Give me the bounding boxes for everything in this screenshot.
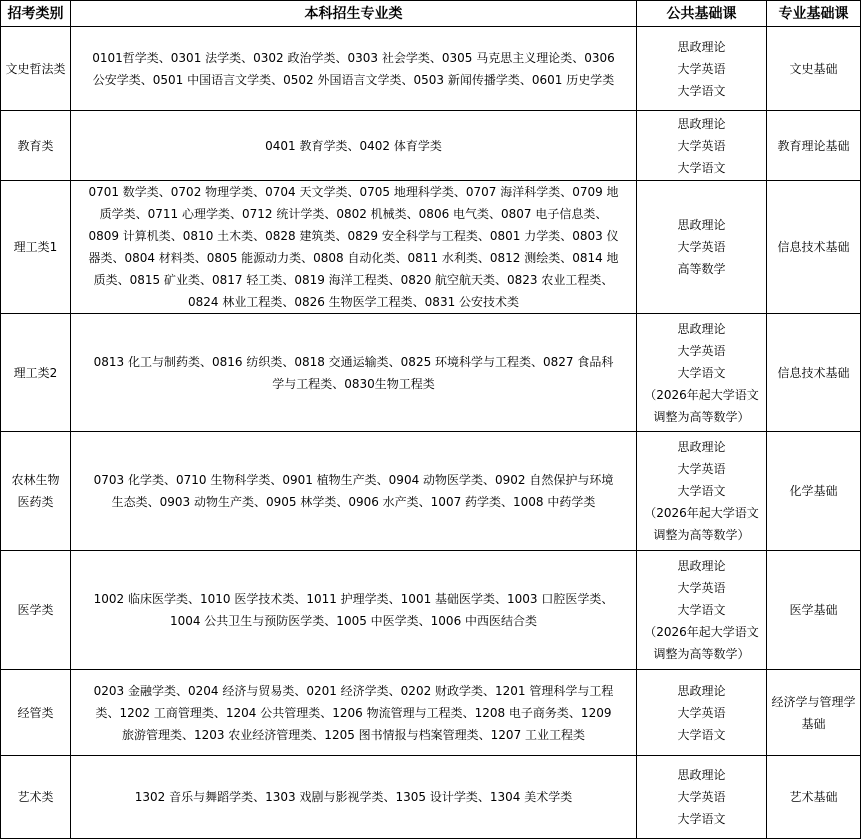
majors-cell-line: 0809 计算机类、0810 土木类、0828 建筑类、0829 安全科学与工程类、0801 力学类、0803 仪	[88, 229, 619, 243]
category-cell	[1, 181, 71, 314]
public-courses-cell-line: 大学语文	[677, 603, 726, 617]
majors-cell	[71, 551, 637, 670]
majors-cell	[71, 111, 637, 181]
public-courses-cell	[637, 27, 767, 111]
category-cell-line: 艺术类	[17, 790, 54, 804]
public-courses-cell-line: （2026年起大学语文	[644, 506, 759, 520]
majors-cell-line: 1302 音乐与舞蹈学类、1303 戏剧与影视学类、1305 设计学类、1304 美术学类	[134, 790, 573, 804]
table-row	[1, 111, 861, 181]
public-courses-cell-line: 大学语文	[677, 160, 726, 175]
majors-cell	[71, 314, 637, 432]
public-courses-cell-line: 大学英语	[677, 138, 726, 153]
majors-cell-line: 0703 化学类、0710 生物科学类、0901 植物生产类、0904 动物医学类、0902 自然保护与环境	[93, 473, 614, 487]
professional-course-cell	[767, 756, 861, 839]
public-courses-cell-line: 思政理论	[677, 116, 726, 131]
table-row	[1, 670, 861, 756]
public-courses-cell-line: 思政理论	[677, 559, 726, 573]
majors-cell-line: 质学类、0711 心理学类、0712 统计学类、0802 机械类、0806 电气类、0807 电子信息类、	[99, 207, 608, 221]
table-row	[1, 27, 861, 111]
majors-cell-line: 1004 公共卫生与预防医学类、1005 中医学类、1006 中西医结合类	[169, 614, 538, 628]
public-courses-cell-line: 思政理论	[677, 440, 726, 454]
majors-cell	[71, 670, 637, 756]
public-courses-cell	[637, 756, 767, 839]
majors-cell-line: 质类、0815 矿业类、0817 轻工类、0819 海洋工程类、0820 航空航天类、0823 农业工程类、	[93, 273, 614, 287]
majors-cell-line: 学与工程类、0830生物工程类	[272, 376, 435, 391]
table-row	[1, 432, 861, 551]
category-cell-line: 理工类2	[13, 365, 58, 380]
public-courses-cell	[637, 551, 767, 670]
professional-course-cell	[767, 27, 861, 111]
public-courses-cell	[637, 111, 767, 181]
professional-course-cell-line: 文史基础	[789, 61, 838, 76]
table-row	[1, 551, 861, 670]
category-cell	[1, 432, 71, 551]
table-row	[1, 756, 861, 839]
majors-cell-line: 器类、0804 材料类、0805 能源动力类、0808 自动化类、0811 水利类、0812 测绘类、0814 地	[88, 251, 619, 265]
majors-cell-line: 公安学类、0501 中国语言文学类、0502 外国语言文学类、0503 新闻传播学类、0601 历史学类	[92, 72, 615, 87]
public-courses-cell-line: 思政理论	[677, 768, 726, 782]
category-cell-line: 教育类	[17, 138, 54, 153]
public-courses-cell-line: 大学语文	[677, 83, 726, 98]
majors-cell-line: 0401 教育学类、0402 体育学类	[265, 138, 442, 153]
professional-course-cell-line: 化学基础	[789, 484, 838, 498]
majors-cell-line: 0824 林业工程类、0826 生物医学工程类、0831 公安技术类	[187, 295, 520, 309]
public-courses-cell-line: 大学语文	[677, 812, 726, 826]
professional-course-cell	[767, 670, 861, 756]
professional-course-cell	[767, 432, 861, 551]
majors-cell	[71, 756, 637, 839]
professional-course-cell-line: 基础	[801, 716, 826, 731]
professional-course-cell-line: 医学基础	[789, 603, 838, 617]
header-professional-course: 专业基础课	[767, 1, 861, 27]
header-public-courses: 公共基础课	[637, 1, 767, 27]
professional-course-cell	[767, 111, 861, 181]
category-cell	[1, 551, 71, 670]
public-courses-cell-line: 大学语文	[677, 484, 726, 498]
public-courses-cell	[637, 181, 767, 314]
public-courses-cell-line: 调整为高等数学）	[653, 647, 750, 661]
professional-course-cell	[767, 314, 861, 432]
majors-cell-line: 类、1202 工商管理类、1204 公共管理类、1206 物流管理与工程类、1208 电子商务类、1209	[95, 705, 612, 720]
majors-cell-line: 0813 化工与制药类、0816 纺织类、0818 交通运输类、0825 环境科学与工程类、0827 食品科	[93, 354, 614, 369]
majors-cell-line: 0203 金融学类、0204 经济与贸易类、0201 经济学类、0202 财政学类、1201 管理科学与工程	[93, 683, 614, 698]
category-cell	[1, 27, 71, 111]
public-courses-cell-line: 高等数学	[677, 262, 726, 276]
public-courses-cell	[637, 314, 767, 432]
public-courses-cell-line: 大学英语	[677, 790, 726, 804]
professional-course-cell	[767, 181, 861, 314]
public-courses-cell-line: 大学英语	[677, 581, 726, 595]
public-courses-cell-line: 大学英语	[677, 240, 726, 254]
public-courses-cell-line: 调整为高等数学）	[653, 409, 750, 424]
category-cell	[1, 111, 71, 181]
professional-course-cell-line: 教育理论基础	[777, 138, 850, 153]
public-courses-cell-line: 大学英语	[677, 705, 726, 720]
professional-course-cell-line: 经济学与管理学	[771, 694, 856, 709]
public-courses-cell-line: 大学英语	[677, 61, 726, 76]
majors-cell	[71, 27, 637, 111]
public-courses-cell-line: 大学语文	[677, 727, 726, 742]
public-courses-cell	[637, 432, 767, 551]
public-courses-cell-line: 大学语文	[677, 365, 726, 380]
public-courses-cell-line: 思政理论	[677, 39, 726, 54]
public-courses-cell	[637, 670, 767, 756]
public-courses-cell-line: 大学英语	[677, 343, 726, 358]
category-cell-line: 理工类1	[13, 240, 58, 254]
public-courses-cell-line: 思政理论	[677, 218, 726, 232]
category-cell	[1, 670, 71, 756]
majors-cell	[71, 181, 637, 314]
table-row	[1, 314, 861, 432]
public-courses-cell-line: （2026年起大学语文	[644, 625, 759, 639]
public-courses-cell-line: 思政理论	[677, 683, 726, 698]
professional-course-cell-line: 信息技术基础	[777, 240, 850, 254]
category-cell	[1, 756, 71, 839]
table-row	[1, 181, 861, 314]
category-cell-line: 文史哲法类	[5, 61, 66, 76]
header-row	[1, 1, 861, 27]
public-courses-cell-line: 思政理论	[677, 321, 726, 336]
category-cell	[1, 314, 71, 432]
majors-cell	[71, 432, 637, 551]
category-cell-line: 医药类	[17, 495, 54, 509]
table-body	[1, 27, 861, 839]
majors-cell-line: 生态类、0903 动物生产类、0905 林学类、0906 水产类、1007 药学类、1008 中药学类	[111, 495, 596, 509]
professional-course-cell	[767, 551, 861, 670]
header-category: 招考类别	[1, 1, 71, 27]
majors-cell-line: 旅游管理类、1203 农业经济管理类、1205 图书情报与档案管理类、1207 工业工程类	[121, 727, 586, 742]
professional-course-cell-line: 艺术基础	[789, 790, 838, 804]
public-courses-cell-line: 调整为高等数学）	[653, 528, 750, 542]
majors-cell-line: 1002 临床医学类、1010 医学技术类、1011 护理学类、1001 基础医学类、1003 口腔医学类、	[93, 592, 614, 606]
category-cell-line: 农林生物	[11, 473, 60, 487]
professional-course-cell-line: 信息技术基础	[777, 365, 850, 380]
public-courses-cell-line: （2026年起大学语文	[644, 387, 759, 402]
category-cell-line: 经管类	[17, 705, 54, 720]
majors-cell-line: 0101哲学类、0301 法学类、0302 政治学类、0303 社会学类、0305 马克思主义理论类、0306	[92, 50, 615, 65]
public-courses-cell-line: 大学英语	[677, 462, 726, 476]
header-majors: 本科招生专业类	[71, 1, 637, 27]
category-cell-line: 医学类	[17, 603, 54, 617]
majors-cell-line: 0701 数学类、0702 物理学类、0704 天文学类、0705 地理科学类、0707 海洋科学类、0709 地	[88, 185, 619, 199]
